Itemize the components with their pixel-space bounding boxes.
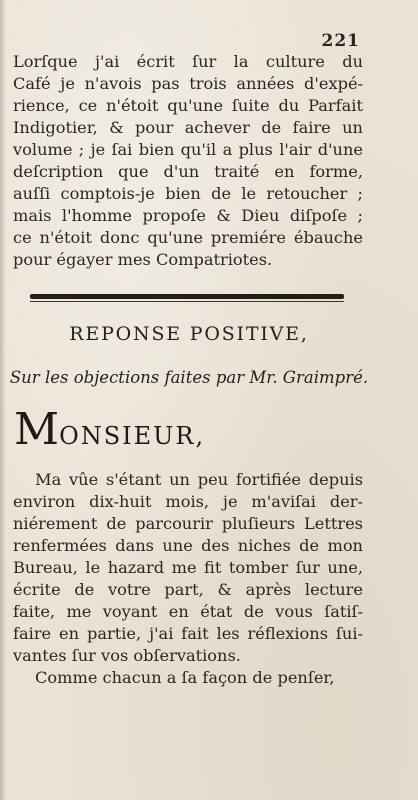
text-line: environ dix-huit mois, je m'aviſai der- xyxy=(13,492,363,511)
salutation xyxy=(14,404,206,455)
text-line: Lorſque j'ai écrit ſur la culture du xyxy=(13,52,363,71)
section-divider-rule xyxy=(30,294,344,299)
section-subtitle: Sur les objections faites par Mr. Graimpré. xyxy=(9,368,369,387)
salutation-rest: ONSIEUR, xyxy=(59,422,206,450)
text-line: pour égayer mes Compatriotes. xyxy=(13,250,273,269)
text-line: Ma vûe s'étant un peu fortifiée depuis xyxy=(35,470,363,489)
text-line: renfermées dans une des niches de mon xyxy=(13,536,363,555)
text-line: Comme chacun a ſa façon de penſer, xyxy=(35,668,335,687)
text-line: Bureau, le hazard me fit tomber ſur une, xyxy=(13,558,363,577)
salutation-initial: M xyxy=(14,404,60,455)
text-line: Indigotier, & pour achever de faire un xyxy=(13,118,363,137)
text-line: auſſi comptois-je bien de le retoucher ; xyxy=(13,184,363,203)
text-line: faite, me voyant en état de vous ſatiſ- xyxy=(13,602,363,621)
text-line: écrite de votre part, & après lecture xyxy=(13,580,363,599)
text-line: ce n'étoit donc qu'une premiére ébauche xyxy=(13,228,363,247)
section-title: REPONSE POSITIVE, xyxy=(69,323,309,345)
text-line: faire en partie, j'ai fait les réflexions ſui- xyxy=(13,624,363,643)
text-line: rience, ce n'étoit qu'une ſuite du Parfait xyxy=(13,96,363,115)
text-line: mais l'homme propoſe & Dieu diſpoſe ; xyxy=(13,206,363,225)
page-edge-shadow xyxy=(0,0,6,800)
paragraph-letter-reply xyxy=(13,469,363,689)
text-line: volume ; je ſai bien qu'il a plus l'air d'une xyxy=(13,140,363,159)
text-line: Café je n'avois pas trois années d'expé- xyxy=(13,74,363,93)
paragraph-coffee-culture xyxy=(13,51,363,271)
text-line: vantes ſur vos obſervations. xyxy=(13,646,241,665)
text-line: deſcription que d'un traité en forme, xyxy=(13,162,363,181)
text-line: niérement de parcourir pluſieurs Lettres xyxy=(13,514,363,533)
page-number: 221 xyxy=(321,31,360,51)
